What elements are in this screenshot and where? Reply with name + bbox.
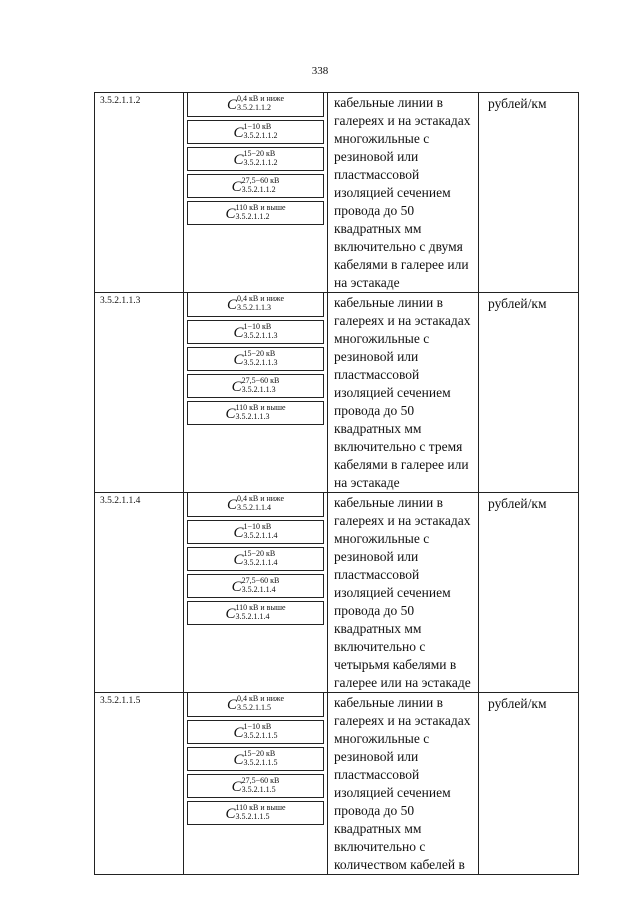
rate-symbol-box <box>187 693 324 717</box>
rate-formula <box>188 376 323 395</box>
rate-index-stack <box>244 122 278 140</box>
voltage-class-superscript: 0,4 кВ и ниже <box>236 294 285 303</box>
rate-symbol-box <box>187 120 324 144</box>
rate-symbol-box <box>187 201 324 225</box>
rate-index-stack <box>244 349 278 367</box>
rate-symbol-box <box>187 493 324 517</box>
code-subscript: 3.5.2.1.1.5 <box>243 758 278 767</box>
rate-symbol-letter: C <box>233 725 244 741</box>
unit-cell <box>479 693 579 875</box>
rate-index-stack <box>242 176 280 194</box>
rate-symbol-box <box>187 374 324 398</box>
rate-symbol-letter: C <box>233 125 244 141</box>
rate-symbol-letter: C <box>231 179 242 195</box>
rate-formula <box>188 549 323 568</box>
rate-symbol-box <box>187 347 324 371</box>
rate-symbol-letter: C <box>233 525 244 541</box>
rate-symbol-letter: C <box>231 779 242 795</box>
rate-index-stack <box>244 749 278 767</box>
table-row <box>95 493 579 693</box>
rate-index-stack <box>237 294 284 312</box>
rate-index-stack <box>244 322 278 340</box>
rate-symbol-letter: C <box>231 579 242 595</box>
symbol-cell <box>184 493 328 693</box>
table-row <box>95 293 579 493</box>
rate-formula <box>188 776 323 795</box>
rate-index-stack <box>242 776 280 794</box>
rate-formula <box>188 722 323 741</box>
rate-index-stack <box>235 203 285 221</box>
rate-formula <box>188 576 323 595</box>
rate-formula <box>188 122 323 141</box>
rate-formula <box>188 176 323 195</box>
voltage-class-superscript: 110 кВ и выше <box>235 203 286 212</box>
voltage-class-superscript: 110 кВ и выше <box>235 803 286 812</box>
rate-symbol-letter: C <box>231 379 242 395</box>
symbol-cell <box>184 93 328 293</box>
tariff-table <box>94 92 579 875</box>
rate-index-stack <box>237 494 284 512</box>
rate-symbol-letter: C <box>226 297 237 313</box>
page-number: 338 <box>311 65 329 77</box>
rate-formula <box>188 294 323 313</box>
unit-cell <box>479 493 579 693</box>
rate-symbol-box <box>187 720 324 744</box>
rate-index-stack <box>244 549 278 567</box>
code-subscript: 3.5.2.1.1.2 <box>235 212 270 221</box>
rate-index-stack <box>235 803 285 821</box>
row-code: 3.5.2.1.1.2 <box>95 93 184 293</box>
unit-text: рублей/км <box>488 496 547 511</box>
rate-symbol-box <box>187 93 324 117</box>
symbol-cell <box>184 293 328 493</box>
code-subscript: 3.5.2.1.1.2 <box>236 103 271 112</box>
description-text: кабельные линии в галереях и на эстакадах многожильные с резиновой или пластмассовой изоляцией сечением провода до 50 квадратных мм включительно с тремя кабелями в галерее или на эстакаде <box>334 295 471 490</box>
code-subscript: 3.5.2.1.1.4 <box>243 558 278 567</box>
code-subscript: 3.5.2.1.1.4 <box>235 612 270 621</box>
voltage-class-superscript: 0,4 кВ и ниже <box>236 494 285 503</box>
code-subscript: 3.5.2.1.1.4 <box>243 531 278 540</box>
code-subscript: 3.5.2.1.1.4 <box>236 503 271 512</box>
rate-symbol-letter: C <box>233 152 244 168</box>
rate-symbol-box <box>187 601 324 625</box>
code-subscript: 3.5.2.1.1.3 <box>236 303 271 312</box>
voltage-class-superscript: 27,5−60 кВ <box>241 576 280 585</box>
rate-symbol-letter: C <box>226 97 237 113</box>
rate-index-stack <box>244 149 278 167</box>
rate-symbol-letter: C <box>226 697 237 713</box>
voltage-class-superscript: 0,4 кВ и ниже <box>236 94 285 103</box>
rate-formula <box>188 803 323 822</box>
code-subscript: 3.5.2.1.1.2 <box>241 185 276 194</box>
rate-symbol-letter: C <box>233 752 244 768</box>
code-subscript: 3.5.2.1.1.3 <box>241 385 276 394</box>
rate-formula <box>188 149 323 168</box>
description-text: кабельные линии в галереях и на эстакадах многожильные с резиновой или пластмассовой изоляцией сечением провода до 50 квадратных мм включительно с двумя кабелями в галерее или на эстакаде <box>334 95 471 290</box>
rate-symbol-box <box>187 774 324 798</box>
rate-index-stack <box>244 522 278 540</box>
rate-index-stack <box>237 694 284 712</box>
code-subscript: 3.5.2.1.1.5 <box>241 785 276 794</box>
voltage-class-superscript: 110 кВ и выше <box>235 603 286 612</box>
code-subscript: 3.5.2.1.1.3 <box>235 412 270 421</box>
description-cell <box>328 693 479 875</box>
row-code: 3.5.2.1.1.5 <box>95 693 184 875</box>
rate-formula <box>188 94 323 113</box>
unit-cell <box>479 293 579 493</box>
voltage-class-superscript: 0,4 кВ и ниже <box>236 694 285 703</box>
rate-formula <box>188 749 323 768</box>
rate-formula <box>188 603 323 622</box>
voltage-class-superscript: 27,5−60 кВ <box>241 176 280 185</box>
voltage-class-superscript: 1−10 кВ <box>243 522 272 531</box>
voltage-class-superscript: 27,5−60 кВ <box>241 376 280 385</box>
voltage-class-superscript: 110 кВ и выше <box>235 403 286 412</box>
rate-symbol-box <box>187 147 324 171</box>
code-subscript: 3.5.2.1.1.5 <box>236 703 271 712</box>
code-subscript: 3.5.2.1.1.3 <box>243 358 278 367</box>
rate-formula <box>188 403 323 422</box>
voltage-class-superscript: 15−20 кВ <box>243 149 276 158</box>
unit-text: рублей/км <box>488 96 547 111</box>
rate-index-stack <box>244 722 278 740</box>
rate-symbol-box <box>187 747 324 771</box>
code-subscript: 3.5.2.1.1.3 <box>243 331 278 340</box>
voltage-class-superscript: 1−10 кВ <box>243 122 272 131</box>
rate-symbol-box <box>187 401 324 425</box>
voltage-class-superscript: 15−20 кВ <box>243 349 276 358</box>
rate-symbol-box <box>187 320 324 344</box>
rate-symbol-letter: C <box>233 352 244 368</box>
rate-symbol-letter: C <box>226 497 237 513</box>
rate-symbol-box <box>187 174 324 198</box>
rate-formula <box>188 203 323 222</box>
unit-cell <box>479 93 579 293</box>
rate-symbol-letter: C <box>225 406 236 422</box>
rate-index-stack <box>235 403 285 421</box>
code-subscript: 3.5.2.1.1.5 <box>243 731 278 740</box>
rate-formula <box>188 322 323 341</box>
voltage-class-superscript: 1−10 кВ <box>243 722 272 731</box>
rate-formula <box>188 522 323 541</box>
voltage-class-superscript: 15−20 кВ <box>243 549 276 558</box>
rate-symbol-letter: C <box>233 552 244 568</box>
description-cell <box>328 293 479 493</box>
rate-symbol-box <box>187 293 324 317</box>
rate-symbol-box <box>187 520 324 544</box>
rate-symbol-box <box>187 801 324 825</box>
unit-text: рублей/км <box>488 296 547 311</box>
rate-symbol-letter: C <box>225 206 236 222</box>
description-cell <box>328 93 479 293</box>
rate-symbol-letter: C <box>225 806 236 822</box>
code-subscript: 3.5.2.1.1.5 <box>235 812 270 821</box>
symbol-cell <box>184 693 328 875</box>
rate-formula <box>188 694 323 713</box>
description-cell <box>328 493 479 693</box>
code-subscript: 3.5.2.1.1.2 <box>243 131 278 140</box>
description-text: кабельные линии в галереях и на эстакадах многожильные с резиновой или пластмассовой изоляцией сечением провода до 50 квадратных мм включительно с количеством кабелей в <box>334 695 471 872</box>
table-row <box>95 93 579 293</box>
rate-formula <box>188 349 323 368</box>
voltage-class-superscript: 15−20 кВ <box>243 749 276 758</box>
voltage-class-superscript: 1−10 кВ <box>243 322 272 331</box>
code-subscript: 3.5.2.1.1.4 <box>241 585 276 594</box>
rate-index-stack <box>235 603 285 621</box>
description-text: кабельные линии в галереях и на эстакадах многожильные с резиновой или пластмассовой изоляцией сечением провода до 50 квадратных мм включительно с четырьмя кабелями в галерее или на эстакаде <box>334 495 471 690</box>
rate-index-stack <box>237 94 284 112</box>
rate-formula <box>188 494 323 513</box>
rate-symbol-box <box>187 574 324 598</box>
code-subscript: 3.5.2.1.1.2 <box>243 158 278 167</box>
rate-index-stack <box>242 376 280 394</box>
rate-symbol-letter: C <box>225 606 236 622</box>
rate-index-stack <box>242 576 280 594</box>
row-code: 3.5.2.1.1.4 <box>95 493 184 693</box>
voltage-class-superscript: 27,5−60 кВ <box>241 776 280 785</box>
rate-symbol-box <box>187 547 324 571</box>
row-code: 3.5.2.1.1.3 <box>95 293 184 493</box>
table-row <box>95 693 579 875</box>
rate-symbol-letter: C <box>233 325 244 341</box>
unit-text: рублей/км <box>488 696 547 711</box>
